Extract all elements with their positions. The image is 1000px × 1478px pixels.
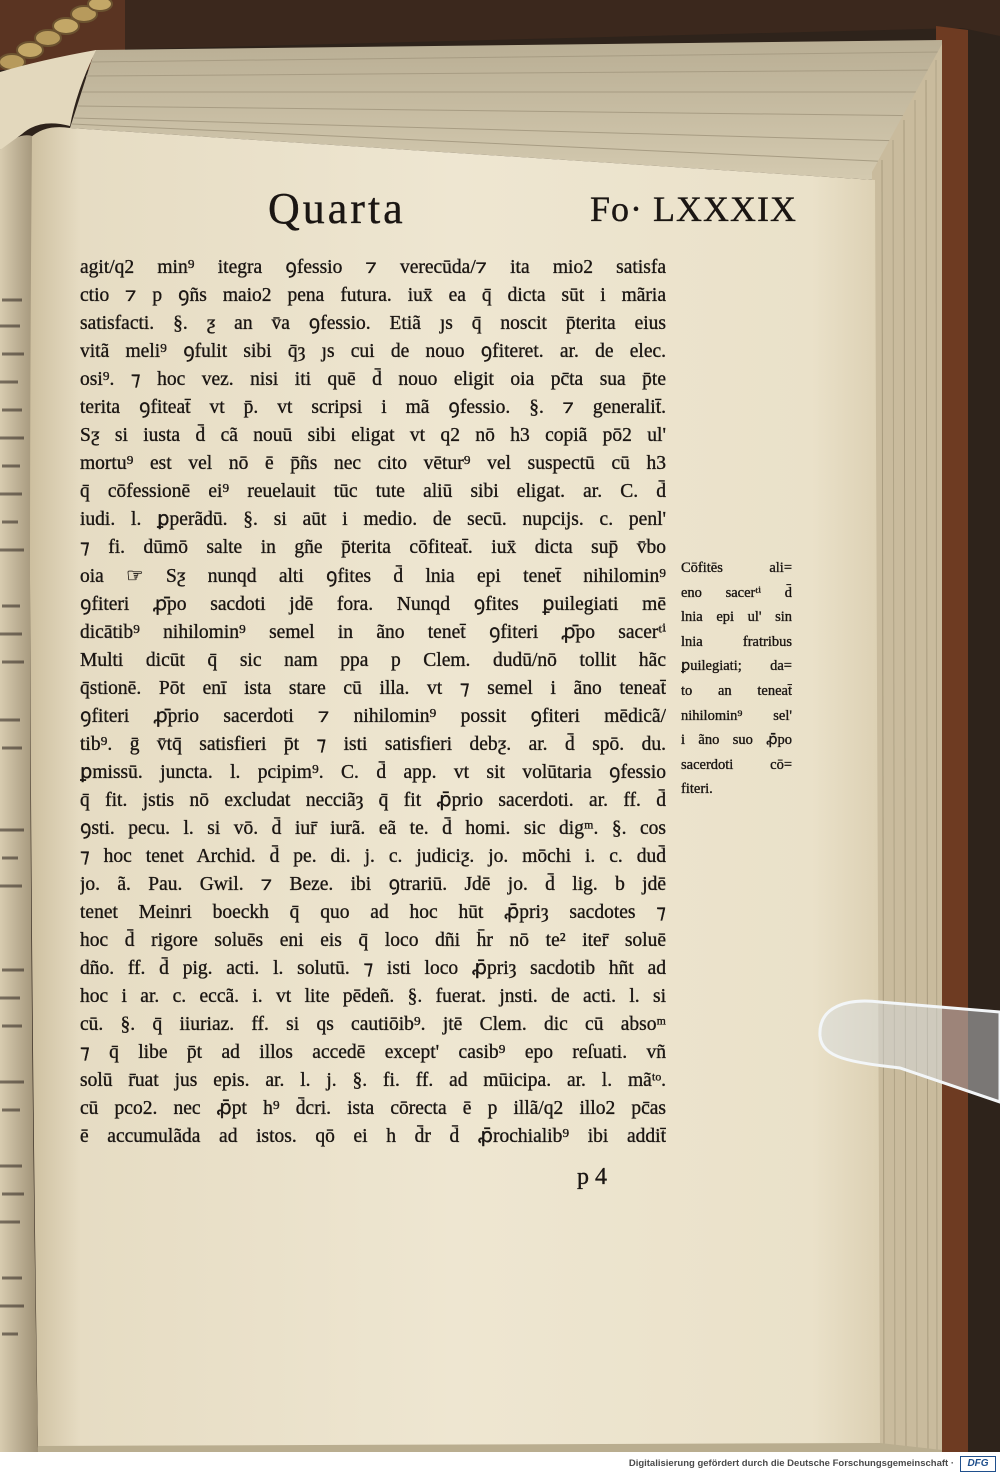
main-text-block: [80, 254, 666, 1152]
marginal-note-line: Cōfitēs ali=: [681, 560, 792, 576]
text-line: mortu⁹ est vel nō ē p̄ñs nec cito vētur⁹ vel suspectū cū h3: [80, 453, 666, 475]
text-line: vitã meli⁹ ꝯfulit sibi q̄ȝ ȷs cui de nouo ꝯfiteret. ar. de elec.: [80, 341, 666, 363]
attribution-strip: [0, 1452, 1000, 1478]
folio-number: Fo· LXXXIX: [590, 189, 797, 229]
marginal-note: [681, 556, 792, 802]
text-line: tib⁹. ḡ v̄tq̄ satisfieri p̄t ⁊ isti satisfieri debƺ. ar. d̄ spō. du.: [80, 733, 666, 755]
text-line: satisfacti. §. ƺ an v̄a ꝯfessio. Etiã ȷs q̄ noscit p̄terita eius: [80, 313, 666, 335]
text-line: dicātib⁹ nihilomin⁹ semel in ãno tenet̄ ꝯfiteri ꝓ̄po sacerᵗⁱ: [80, 621, 666, 643]
text-line: q̄ cōfessionē ei⁹ reuelauit tūc tute aliū sibi eligat. ar. C. d̄: [80, 481, 666, 503]
running-head-left: Quarta: [268, 184, 406, 233]
dfg-logo: DFG: [960, 1456, 996, 1472]
text-line: ⁊ fi. dūmō salte in gñe p̄terita cōfiteat̄. iux̄ dicta sup̄ v̄bo: [80, 537, 666, 559]
text-line: ꝯfiteri ꝓ̄po sacdoti jdē fora. Nunqd ꝯfites ꝑuilegiati mē: [80, 593, 666, 615]
text-line: Sƺ si iusta d̄ cã nouū sibi eligat vt q2 nō h3 copiã pō2 ul': [80, 425, 666, 447]
text-line: iudi. l. ꝑperãdū. §. si aūt i medio. de secū. nupcijs. c. penl': [80, 509, 666, 531]
text-line: hoc i ar. c. eccã. i. vt lite pēdeñ. §. fuerat. jnsti. de acti. l. si: [80, 986, 666, 1008]
text-line: dño. ff. d̄ pig. acti. l. solutū. ⁊ isti loco ꝓ̄priȝ sacdotib hñt ad: [80, 958, 666, 980]
text-line: ⁊ q̄ libe p̄t ad illos accedē except' casib⁹ epo reſuati. vñ: [80, 1042, 666, 1064]
marginal-note-line: sacerdoti cō=: [681, 756, 792, 773]
text-line: hoc d̄ rigore soluēs eni eis q̄ loco dñi h̄r nō te² iter̄ soluē: [80, 930, 666, 952]
text-line: ꝑmissū. juncta. l. pcipim⁹. C. d̄ app. vt sit volūtaria ꝯfessio: [80, 761, 666, 783]
text-line: terita ꝯfiteat̄ vt p̄. vt scripsi i mã ꝯfessio. §. ⁊ generalit̄.: [80, 397, 666, 419]
signature-mark: p 4: [577, 1164, 607, 1190]
funding-credit: Digitalisierung gefördert durch die Deutsche Forschungsgemeinschaft ·: [628, 1458, 954, 1469]
marginal-note-line: eno sacerᵗⁱ d̄: [681, 584, 792, 601]
marginal-note-line: lnia fratribus: [681, 633, 792, 650]
marginal-note-line: ꝑuilegiati; da=: [681, 658, 792, 675]
text-line: ꝯfiteri ꝓ̄prio sacerdoti ⁊ nihilomin⁹ possit ꝯfiteri mēdicã/: [80, 705, 666, 727]
text-line: agit/q2 min⁹ itegra ꝯfessio ⁊ verecūda/⁊ ita mio2 satisfa: [80, 257, 666, 278]
text-line: ꝯsti. pecu. l. si vō. d̄ iur̄ iurã. eã te. d̄ homi. sic digᵐ. §. cos: [80, 817, 666, 839]
text-line: Multi dicūt q̄ sic nam ppa p Clem. dudū/nō tollit hãc: [80, 649, 666, 671]
text-line: oia ☞ Sƺ nunqd alti ꝯfites d̄ lnia epi tenet̄ nihilomin⁹: [80, 565, 666, 587]
text-line: solū r̄uat jus epis. ar. l. j. §. fi. ff. ad mūicipa. ar. l. mãᵗᵒ.: [80, 1070, 666, 1092]
text-line: ctio ⁊ p ꝯñs maio2 pena futura. iux̄ ea q̄ dicta sūt i mãria: [80, 285, 666, 307]
marginal-note-line: fiteri.: [681, 781, 713, 798]
text-line: q̄ fit. jstis nō excludat necciãȝ q̄ fit ꝓ̄prio sacerdoti. ar. ff. d̄: [80, 789, 666, 811]
text-line: ⁊ hoc tenet Archid. d̄ pe. di. j. c. judiciƺ. jo. mōchi i. c. dud̄: [80, 845, 666, 867]
marginal-note-line: to an teneat̄: [681, 682, 792, 699]
marginal-note-line: i ãno suo ꝓ̄po: [681, 732, 792, 749]
marginal-note-line: lnia epi ul' sin: [681, 609, 792, 626]
text-line: tenet Meinri boeckh q̄ quo ad hoc hūt ꝓ̄priȝ sacdotes ⁊: [80, 902, 666, 924]
text-line: osi⁹. ⁊ hoc vez. nisi iti quē d̄ nouo eligit oia pc̄ta sua p̄te: [80, 369, 666, 391]
text-line: cū. §. q̄ iiuriaz. ff. si qs cautiōib⁹. jtē Clem. dic cū absoᵐ: [80, 1014, 666, 1036]
page-block-fore-edge: [872, 44, 942, 1452]
text-line: ē accumulãda ad istos. qō ei h d̄r d̄ ꝓ̄rochialib⁹ ibi addit̄: [80, 1126, 666, 1148]
marginal-note-line: nihilomin⁹ sel': [681, 707, 792, 724]
text-line: jo. ã. Pau. Gwil. ⁊ Beze. ibi ꝯtrariū. Jdē jo. d̄ lig. b jdē: [80, 874, 666, 896]
text-line: cū pco2. nec ꝓ̄pt h⁹ d̄cri. ista cōrecta ē p illã/q2 illo2 pc̄as: [80, 1098, 666, 1120]
text-line: q̄stionē. Pōt enī ista stare cū illa. vt ⁊ semel i ãno teneat̄: [80, 677, 666, 699]
